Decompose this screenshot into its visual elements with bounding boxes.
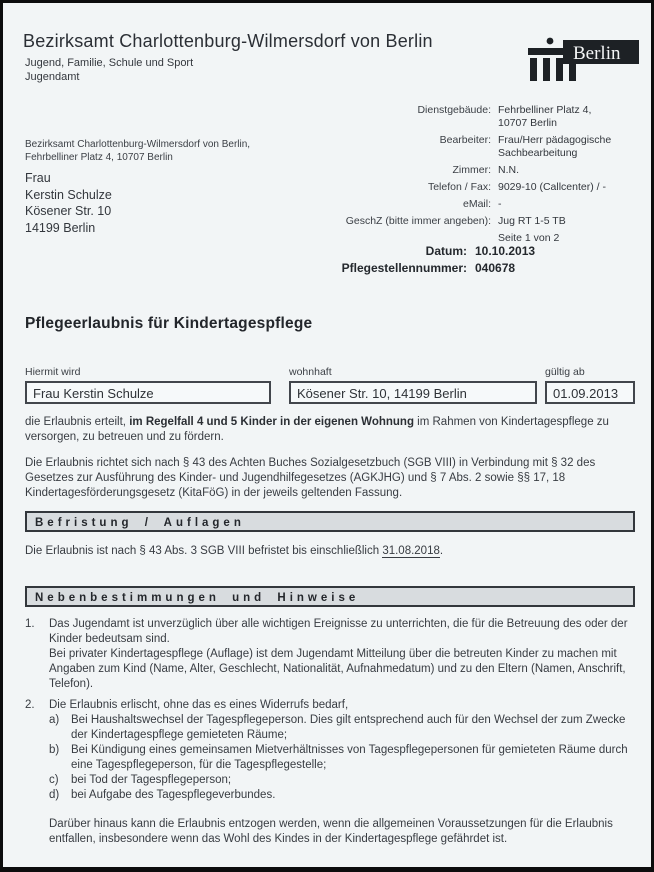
contact-label: Dienstgebäude:	[417, 104, 491, 116]
grant-paragraph-pre: die Erlaubnis erteilt,	[25, 416, 130, 428]
contact-row-bearbeiter	[319, 134, 645, 160]
closing-paragraph: Darüber hinaus kann die Erlaubnis entzogen werden, wenn die allgemeinen Voraussetzungen für die Erlaubnis entfallen, insbesondere wenn das Wohl des Kindes in der Kindertagespflege gefährdet ist.	[49, 818, 613, 845]
date-row	[333, 243, 535, 260]
care-number-row	[333, 260, 535, 277]
sub-item-b	[49, 743, 637, 773]
list-item-2	[25, 698, 637, 713]
contact-value: 10707 Berlin	[498, 117, 557, 129]
sub-item-letter: a)	[49, 714, 60, 726]
field-residence	[289, 366, 537, 404]
berlin-wordmark: Berlin	[573, 43, 621, 64]
meta-block	[333, 243, 535, 276]
contact-value: 9029-10 (Callcenter) / -	[498, 181, 606, 193]
sub-item-text: bei Aufgabe des Tagespflegeverbundes.	[71, 789, 276, 801]
brandenburg-gate-icon	[547, 38, 554, 45]
legal-basis-paragraph: Die Erlaubnis richtet sich nach § 43 des Achten Buches Sozialgesetzbuch (SGB VIII) in Verbindung mit § 32 des Gesetzes zur Ausführung des Kinder- und Jugendhilfegesetzes (AGKJHG) und § 7 Abs. 2 sowie §§ 17, 18 Kindertagesförderungsgesetz (KitaFöG) in der jeweils geltenden Fassung.	[25, 457, 596, 499]
page-indicator: Seite 1 von 2	[498, 232, 560, 244]
sub-item-d	[49, 788, 637, 803]
sub-item-text: Bei Haushaltswechsel der Tagespflegeperson. Dies gilt entsprechend auch für den Wechsel der zum Zwecke der Kindertagespflege gemieteten Räume;	[71, 714, 626, 741]
sub-item-text: Bei Kündigung eines gemeinsamen Mietverhältnisses von Tagespflegepersonen für gemieteten Räume durch eine Tagespflegeperson, für die Tagespflegestelle;	[71, 744, 628, 771]
list-item-text: Das Jugendamt ist unverzüglich über alle wichtigen Ereignisse zu unterrichten, die für die Betreuung des oder der Kinder bedeutsam sind.	[49, 618, 628, 645]
contact-row-telefon-fax	[319, 181, 645, 194]
befristung-pre: Die Erlaubnis ist nach § 43 Abs. 3 SGB VIII befristet bis einschließlich	[25, 545, 383, 557]
befristung-post: .	[439, 545, 444, 557]
list-item-text: Bei privater Kindertagespflege (Auflage) ist dem Jugendamt Mitteilung über die betreuten Kinder zu machen mit Angaben zum Kind (Name, Alter, Geschlecht, Nationalität, Aufnahmedatum) und zu den Eltern (Namen, Anschrift, Telefon).	[49, 648, 626, 690]
date-label: Datum:	[425, 244, 467, 258]
office-name: Jugendamt	[25, 71, 80, 83]
befristung-sentence	[25, 544, 637, 559]
contact-label: Zimmer:	[452, 164, 491, 176]
section-header-nebenbestimmungen: Nebenbestimmungen und Hinweise	[25, 586, 635, 607]
befristung-end-date: 31.08.2018	[382, 545, 440, 557]
contact-value: -	[498, 198, 502, 210]
field-residence-label: wohnhaft	[289, 366, 332, 378]
list-item-number: 1.	[25, 618, 35, 630]
contact-label: GeschZ (bitte immer angeben):	[345, 215, 491, 227]
sub-item-letter: d)	[49, 789, 60, 801]
berlin-logo	[501, 29, 649, 87]
field-person-value: Frau Kerstin Schulze	[25, 381, 271, 404]
contact-label: Bearbeiter:	[439, 134, 491, 146]
sub-item-letter: b)	[49, 744, 60, 756]
recipient-street: Kösener Str. 10	[25, 204, 112, 218]
grant-paragraph	[25, 415, 637, 445]
field-valid-from-label: gültig ab	[545, 366, 585, 378]
sender-line: Fehrbelliner Platz 4, 10707 Berlin	[25, 151, 173, 163]
sub-item-a	[49, 713, 637, 743]
care-number-label: Pflegestellennummer:	[341, 260, 467, 275]
contact-value: Fehrbelliner Platz 4,	[498, 104, 592, 116]
sub-item-letter: c)	[49, 774, 59, 786]
sender-return-address	[25, 139, 250, 164]
date-value: 10.10.2013	[475, 244, 536, 258]
field-valid-from-value: 01.09.2013	[545, 381, 635, 404]
section-header-befristung: Befristung / Auflagen	[25, 511, 635, 532]
field-person	[25, 366, 271, 404]
contact-value: Frau/Herr pädagogische	[498, 134, 612, 146]
field-residence-value: Kösener Str. 10, 14199 Berlin	[289, 381, 537, 404]
grant-paragraph-post: im Rahmen von Kindertagespflege zu versorgen, zu betreuen und zu fördern.	[25, 416, 609, 443]
list-item-text: Die Erlaubnis erlischt, ohne das es eines Widerrufs bedarf,	[49, 699, 349, 711]
contact-row-zimmer	[319, 164, 645, 177]
recipient-name: Kerstin Schulze	[25, 187, 112, 202]
field-person-label: Hiermit wird	[25, 366, 81, 378]
recipient-address	[25, 170, 112, 236]
sender-line: Bezirksamt Charlottenburg-Wilmersdorf von Berlin,	[25, 139, 251, 150]
recipient-city: 14199 Berlin	[25, 220, 96, 235]
contact-value: Jug RT 1-5 TB	[498, 215, 566, 227]
sub-item-text: bei Tod der Tagespflegeperson;	[71, 774, 232, 786]
contact-label: Telefon / Fax:	[427, 181, 491, 193]
contact-info-block	[319, 104, 645, 249]
agency-name: Bezirksamt Charlottenburg-Wilmersdorf von Berlin	[23, 31, 433, 51]
contact-row-email	[319, 198, 645, 211]
care-number-value: 040678	[475, 260, 516, 275]
department-name: Jugend, Familie, Schule und Sport	[25, 57, 194, 69]
contact-row-dienstgebaeude	[319, 104, 645, 130]
contact-row-geschz	[319, 215, 645, 228]
field-valid-from	[545, 366, 635, 404]
grant-paragraph-bold: im Regelfall 4 und 5 Kinder in der eigenen Wohnung	[129, 416, 414, 428]
contact-label: eMail:	[462, 198, 491, 210]
list-item-1	[25, 617, 637, 692]
contact-value: N.N.	[498, 164, 519, 176]
list-item-number: 2.	[25, 699, 35, 711]
recipient-salutation: Frau	[25, 171, 51, 185]
sub-item-c	[49, 773, 637, 788]
document-title: Pflegeerlaubnis für Kindertagespflege	[25, 315, 313, 332]
contact-value: Sachbearbeitung	[498, 147, 578, 159]
conditions-list	[25, 617, 637, 847]
